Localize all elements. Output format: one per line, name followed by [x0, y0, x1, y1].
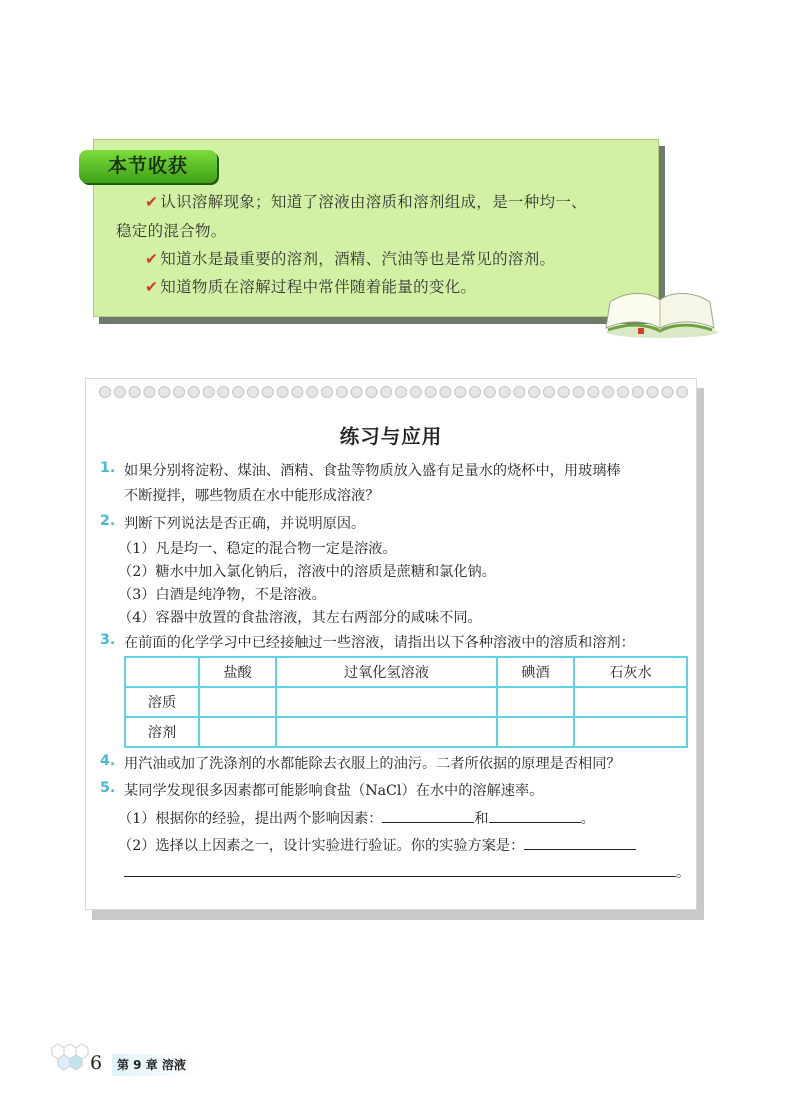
question-number: 3.	[100, 632, 116, 648]
binder-hole	[484, 387, 495, 398]
table-header-cell: 碘酒	[497, 657, 574, 687]
question-number: 4.	[100, 753, 116, 769]
binder-hole	[410, 387, 421, 398]
question-number: 1.	[100, 460, 116, 476]
table-cell[interactable]	[276, 717, 497, 747]
hexagon-decoration-icon	[44, 1038, 94, 1082]
question-1-line-2: 不断搅拌，哪些物质在水中能形成溶液？	[124, 488, 380, 504]
table-cell[interactable]	[497, 687, 574, 717]
question-5-sub-2-continued: 。	[124, 862, 690, 882]
binder-hole	[292, 387, 303, 398]
question-5-sub-1: （1）根据你的经验，提出两个影响因素： 和 。	[118, 808, 595, 828]
binder-hole	[632, 387, 643, 398]
question-number: 2.	[100, 513, 116, 529]
question-3-text: 在前面的化学学习中已经接触过一些溶液，请指出以下各种溶液中的溶质和溶剂：	[124, 635, 635, 651]
table-cell[interactable]	[276, 687, 497, 717]
binder-hole	[544, 387, 555, 398]
binder-hole	[603, 387, 614, 398]
summary-tab-label: 本节收获	[79, 150, 217, 183]
binder-hole	[366, 387, 377, 398]
question-2-item: （3）白酒是纯净物，不是溶液。	[118, 587, 326, 603]
binder-hole	[100, 387, 111, 398]
table-cell[interactable]	[574, 687, 687, 717]
question-2-item: （1）凡是均一、稳定的混合物一定是溶液。	[118, 541, 397, 557]
table-row	[125, 717, 687, 747]
chapter-label: 第 9 章 溶液	[117, 1058, 186, 1072]
table-header-cell	[125, 657, 199, 687]
binder-hole	[233, 387, 244, 398]
binder-hole	[188, 387, 199, 398]
summary-item-3: ✔ 知道物质在溶解过程中常伴随着能量的变化。	[145, 278, 477, 296]
binder-hole	[262, 387, 273, 398]
question-4-text: 用汽油或加了洗涤剂的水都能除去衣服上的油污。二者所依据的原理是否相同？	[124, 756, 621, 772]
answer-blank[interactable]	[382, 808, 474, 823]
question-5-sub-2: （2）选择以上因素之一，设计实验进行验证。你的实验方案是：	[118, 835, 636, 855]
binder-hole	[470, 387, 481, 398]
question-number: 5.	[100, 780, 116, 796]
binder-hole	[218, 387, 229, 398]
answer-blank[interactable]	[524, 835, 636, 850]
binder-hole	[573, 387, 584, 398]
open-book-icon	[600, 288, 720, 340]
table-row-label: 溶质	[125, 687, 199, 717]
binder-hole	[203, 387, 214, 398]
answer-blank[interactable]	[489, 808, 581, 823]
check-icon: ✔	[145, 250, 159, 268]
binder-hole	[114, 387, 125, 398]
binder-hole	[351, 387, 362, 398]
exercise-title: 练习与应用	[339, 425, 443, 448]
table-header-row	[125, 657, 687, 687]
binder-hole	[144, 387, 155, 398]
binder-hole	[425, 387, 436, 398]
binder-hole	[618, 387, 629, 398]
table-row	[125, 687, 687, 717]
table-cell[interactable]	[497, 717, 574, 747]
binder-hole	[129, 387, 140, 398]
check-icon: ✔	[145, 278, 159, 296]
solute-solvent-table	[124, 656, 688, 748]
table-row-label: 溶剂	[125, 717, 199, 747]
check-icon: ✔	[145, 193, 159, 211]
summary-item-1-continued: 稳定的混合物。	[116, 222, 227, 240]
binder-hole	[248, 387, 259, 398]
binder-hole	[499, 387, 510, 398]
answer-blank[interactable]	[124, 862, 676, 877]
binder-hole	[588, 387, 599, 398]
binder-hole	[514, 387, 525, 398]
binder-hole	[440, 387, 451, 398]
binder-hole	[336, 387, 347, 398]
summary-item-1: ✔ 认识溶解现象；知道了溶液由溶质和溶剂组成，是一种均一、	[145, 193, 587, 211]
binder-hole	[558, 387, 569, 398]
binder-hole	[322, 387, 333, 398]
table-cell[interactable]	[574, 717, 687, 747]
binder-hole	[277, 387, 288, 398]
table-header-cell: 石灰水	[574, 657, 687, 687]
binder-hole	[159, 387, 170, 398]
binder-holes	[98, 385, 688, 399]
summary-item-2: ✔ 知道水是最重要的溶剂，酒精、汽油等也是常见的溶剂。	[145, 250, 556, 268]
binder-hole	[647, 387, 658, 398]
binder-hole	[455, 387, 466, 398]
binder-hole	[174, 387, 185, 398]
question-2-item: （2）糖水中加入氯化钠后，溶液中的溶质是蔗糖和氯化钠。	[118, 564, 496, 580]
table-cell[interactable]	[199, 687, 276, 717]
binder-hole	[662, 387, 673, 398]
page-number: 6	[90, 1052, 103, 1074]
binder-hole	[396, 387, 407, 398]
table-cell[interactable]	[199, 717, 276, 747]
question-2-text: 判断下列说法是否正确，并说明原因。	[124, 516, 366, 532]
table-header-cell: 过氧化氢溶液	[276, 657, 497, 687]
question-2-item: （4）容器中放置的食盐溶液，其左右两部分的咸味不同。	[118, 610, 482, 626]
table-header-cell: 盐酸	[199, 657, 276, 687]
question-5-text: 某同学发现很多因素都可能影响食盐（NaCl）在水中的溶解速率。	[124, 783, 544, 799]
question-1-line-1: 如果分别将淀粉、煤油、酒精、食盐等物质放入盛有足量水的烧杯中，用玻璃棒	[124, 463, 621, 479]
binder-hole	[381, 387, 392, 398]
binder-hole	[677, 387, 688, 398]
binder-hole	[307, 387, 318, 398]
binder-hole	[529, 387, 540, 398]
